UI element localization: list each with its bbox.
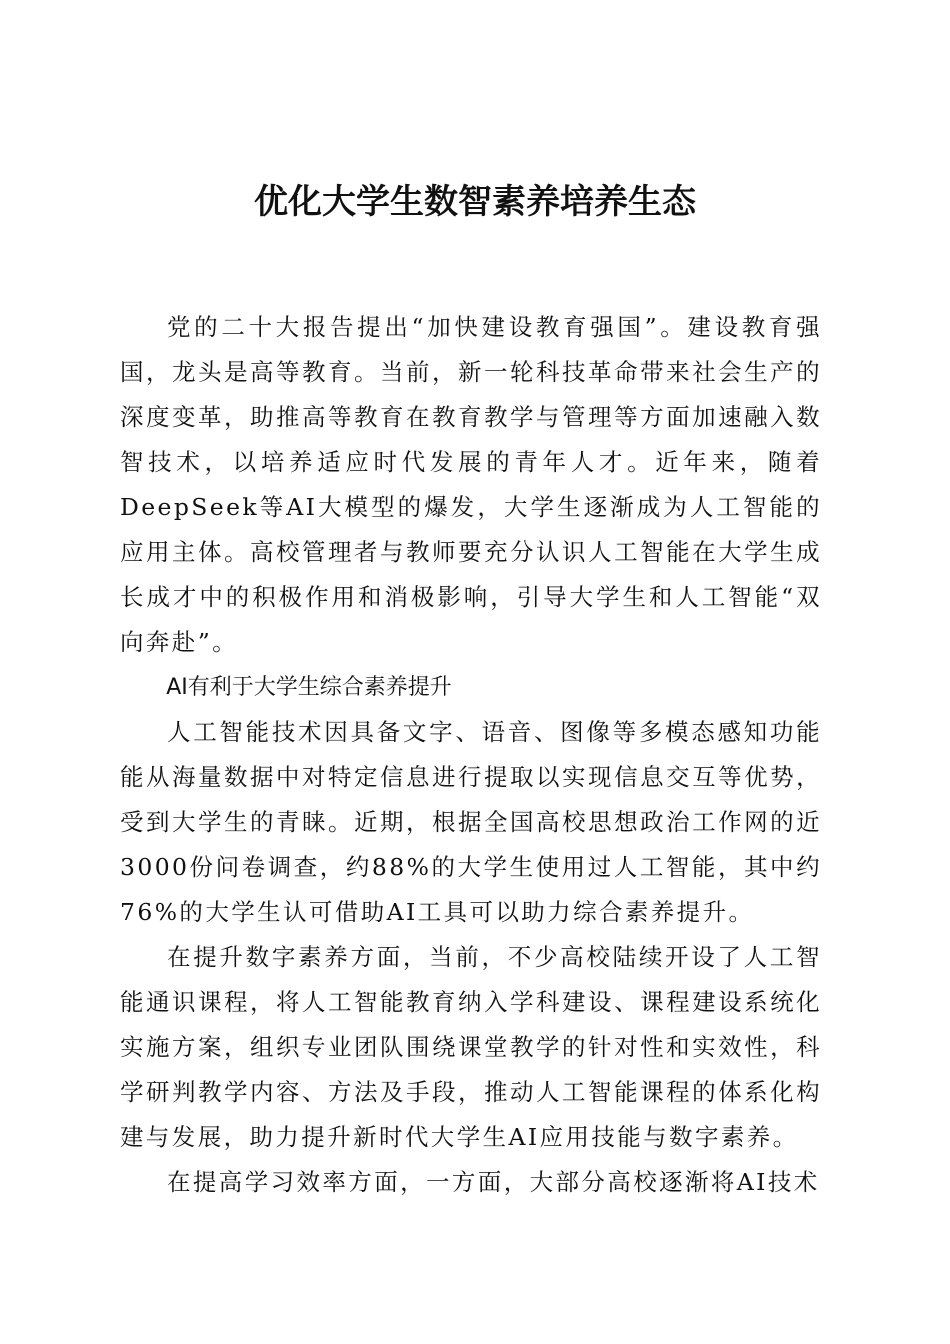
- section-paragraph-3: 在提高学习效率方面，一方面，大部分高校逐渐将AI技术: [167, 1168, 820, 1196]
- section-paragraph-2: 在提升数字素养方面，当前，不少高校陆续开设了人工智能通识课程，将人工智能教育纳入学科建设、课程建设系统化实施方案，组织专业团队围绕课堂教学的针对性和实效性，科学研判教学内容、方法及手段，推动人工智能课程的体系化构建与发展，助力提升新时代大学生AI应用技能与数字素养。: [120, 943, 822, 1151]
- intro-paragraph: 党的二十大报告提出“加快建设教育强国”。建设教育强国，龙头是高等教育。当前，新一轮科技革命带来社会生产的深度变革，助推高等教育在教育教学与管理等方面加速融入数智技术，以培养适应时代发展的青年人才。近年来，随着DeepSeek等AI大模型的爆发，大学生逐渐成为人工智能的应用主体。高校管理者与教师要充分认识人工智能在大学生成长成才中的积极作用和消极影响，引导大学生和人工智能“双向奔赴”。: [120, 313, 822, 656]
- document-body: [120, 305, 822, 1205]
- document-title: 优化大学生数智素养培养生态: [254, 182, 696, 222]
- section-paragraph-1: 人工智能技术因具备文字、语音、图像等多模态感知功能能从海量数据中对特定信息进行提取以实现信息交互等优势，受到大学生的青睐。近期，根据全国高校思想政治工作网的近3000份问卷调查，约88%的大学生使用过人工智能，其中约76%的大学生认可借助AI工具可以助力综合素养提升。: [120, 718, 822, 926]
- section-heading: AI有利于大学生综合素养提升: [166, 675, 452, 700]
